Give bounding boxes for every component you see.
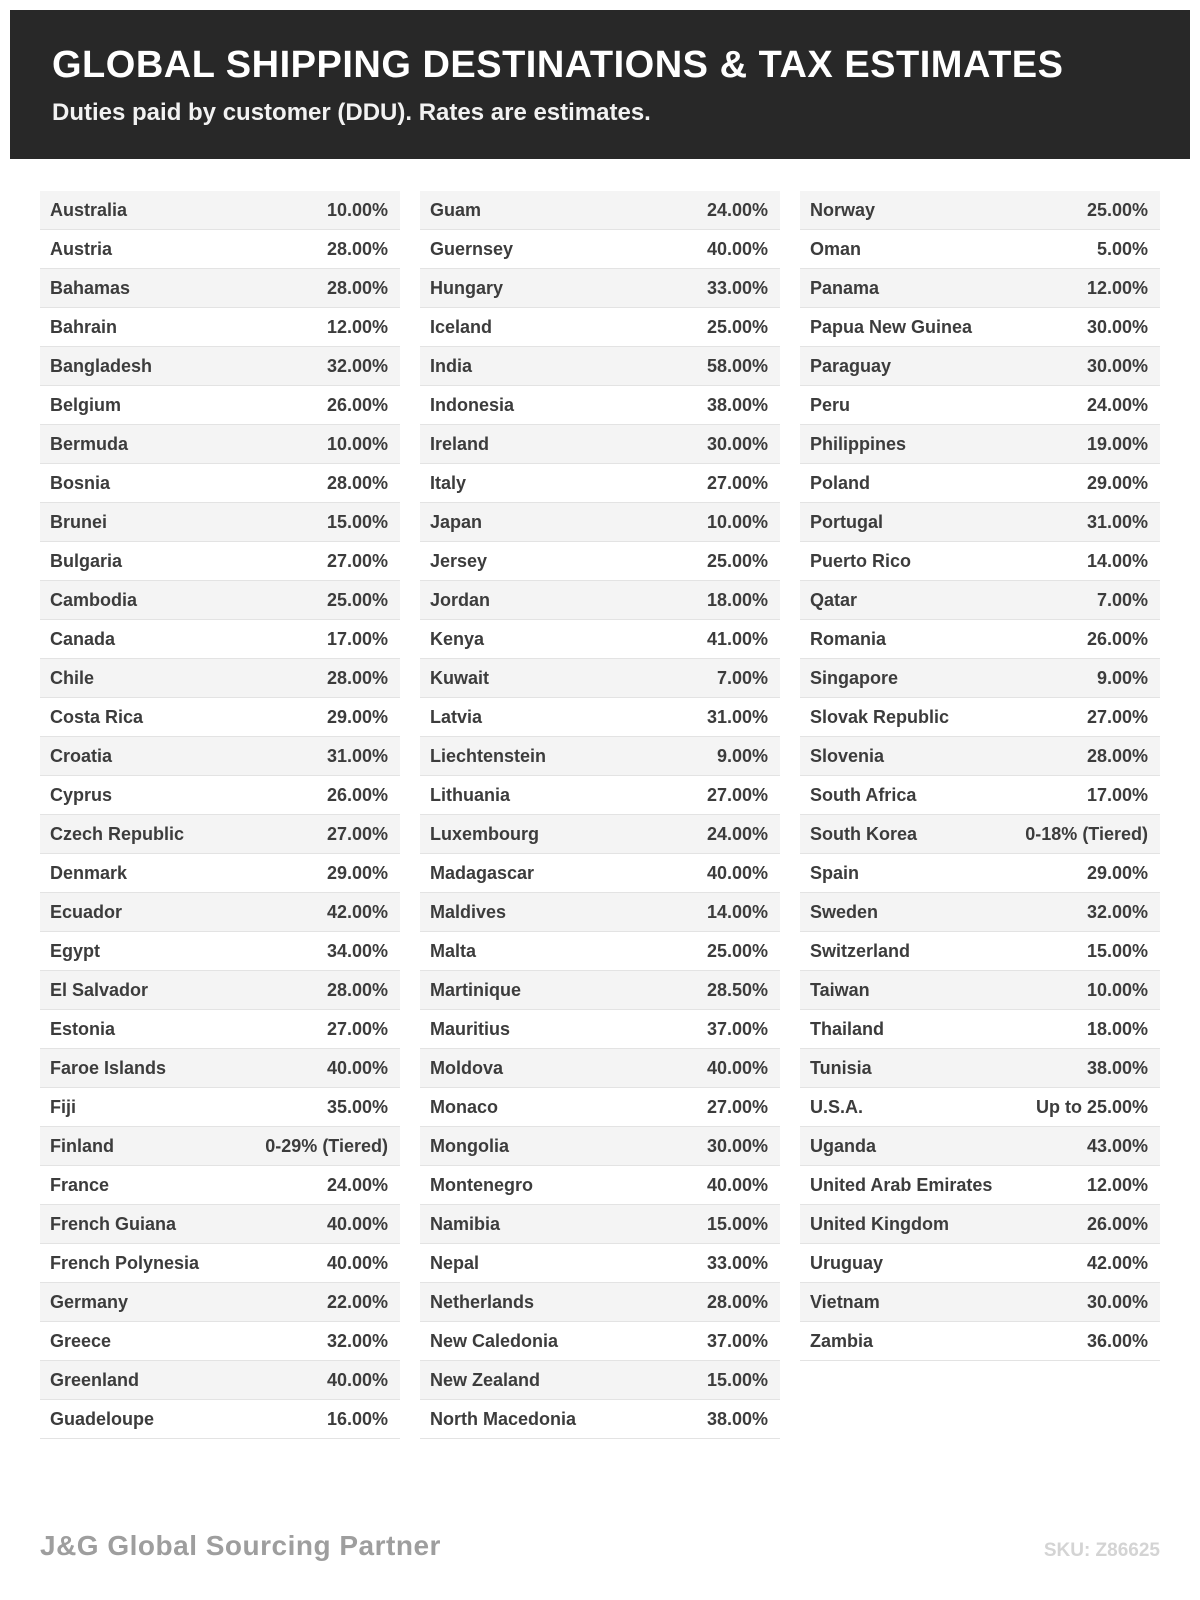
tax-rate: 30.00% — [706, 433, 768, 454]
tax-rate: 40.00% — [706, 1057, 768, 1078]
tax-rate: 14.00% — [1086, 550, 1148, 571]
country-name: Papua New Guinea — [810, 316, 973, 337]
country-name: Oman — [810, 238, 862, 259]
table-row — [40, 737, 400, 776]
tax-rate: 40.00% — [326, 1057, 388, 1078]
country-name: Bahamas — [50, 277, 131, 298]
country-name: Portugal — [810, 511, 884, 532]
rate-column-1 — [40, 191, 400, 1439]
tax-rate: 25.00% — [706, 940, 768, 961]
country-name: Chile — [50, 667, 95, 688]
tax-rate: 36.00% — [1086, 1330, 1148, 1351]
tax-rate: 10.00% — [326, 199, 388, 220]
table-row — [40, 893, 400, 932]
country-name: Moldova — [430, 1057, 504, 1078]
country-name: Liechtenstein — [430, 745, 547, 766]
tax-rate: 30.00% — [706, 1135, 768, 1156]
table-row — [40, 1127, 400, 1166]
sku-label: SKU: Z86625 — [1043, 1540, 1160, 1561]
table-row — [800, 620, 1160, 659]
table-row — [800, 1283, 1160, 1322]
country-name: Mongolia — [430, 1135, 509, 1156]
tax-rate: 32.00% — [326, 355, 388, 376]
table-row — [40, 932, 400, 971]
page-footer — [0, 1530, 1200, 1600]
tax-rate: 24.00% — [1086, 394, 1148, 415]
country-name: Costa Rica — [50, 706, 144, 727]
country-name: Paraguay — [810, 355, 892, 376]
tax-rate: 10.00% — [1086, 979, 1148, 1000]
country-name: Austria — [50, 238, 113, 259]
table-row — [420, 464, 780, 503]
tax-rate: 38.00% — [1086, 1057, 1148, 1078]
table-row — [420, 815, 780, 854]
table-row — [40, 815, 400, 854]
table-row — [800, 230, 1160, 269]
table-row — [420, 1010, 780, 1049]
country-name: French Guiana — [50, 1213, 177, 1234]
table-row — [800, 347, 1160, 386]
country-name: Taiwan — [810, 979, 870, 1000]
country-name: Zambia — [810, 1330, 874, 1351]
tax-rate: 27.00% — [326, 1018, 388, 1039]
table-row — [40, 1400, 400, 1439]
tax-rate: 58.00% — [706, 355, 768, 376]
tax-rate: 41.00% — [706, 628, 768, 649]
tax-rate: 40.00% — [326, 1252, 388, 1273]
tax-rate: 40.00% — [326, 1213, 388, 1234]
table-row — [800, 386, 1160, 425]
table-row — [420, 1088, 780, 1127]
tax-rate: 24.00% — [706, 199, 768, 220]
tax-rate: 34.00% — [326, 940, 388, 961]
country-name: Slovak Republic — [810, 706, 950, 727]
tax-rate: 14.00% — [706, 901, 768, 922]
tax-rate: 30.00% — [1086, 355, 1148, 376]
table-row — [40, 971, 400, 1010]
table-row — [420, 308, 780, 347]
table-row — [800, 269, 1160, 308]
country-name: Lithuania — [430, 784, 510, 805]
tax-rate: 7.00% — [1096, 589, 1148, 610]
table-row — [40, 425, 400, 464]
table-row — [420, 1049, 780, 1088]
rate-column-2 — [420, 191, 780, 1439]
country-name: Switzerland — [810, 940, 911, 961]
table-row — [420, 425, 780, 464]
country-name: Monaco — [430, 1096, 499, 1117]
tax-rate: 37.00% — [706, 1330, 768, 1351]
tax-rate: 26.00% — [1086, 1213, 1148, 1234]
country-name: Greece — [50, 1330, 112, 1351]
country-name: Jersey — [430, 550, 488, 571]
tax-rate: 31.00% — [326, 745, 388, 766]
country-name: Bahrain — [50, 316, 118, 337]
tax-rate: 7.00% — [716, 667, 768, 688]
table-row — [40, 308, 400, 347]
country-name: Canada — [50, 628, 116, 649]
tax-rate: 18.00% — [1086, 1018, 1148, 1039]
country-name: Poland — [810, 472, 871, 493]
table-row — [40, 464, 400, 503]
tax-rate: 15.00% — [706, 1213, 768, 1234]
table-row — [420, 503, 780, 542]
country-name: United Kingdom — [810, 1213, 949, 1234]
table-row — [800, 308, 1160, 347]
tax-rate: 31.00% — [706, 706, 768, 727]
country-name: Cambodia — [50, 589, 138, 610]
tax-rate: 32.00% — [1086, 901, 1148, 922]
country-name: Estonia — [50, 1018, 116, 1039]
tax-rate: 27.00% — [706, 1096, 768, 1117]
table-row — [800, 1010, 1160, 1049]
brand-name: J&G Global Sourcing Partner — [40, 1530, 441, 1561]
tax-rate: 19.00% — [1086, 433, 1148, 454]
tax-rate: 28.00% — [326, 238, 388, 259]
tax-rate: 32.00% — [326, 1330, 388, 1351]
country-name: Croatia — [50, 745, 113, 766]
country-name: Ireland — [430, 433, 490, 454]
country-name: Puerto Rico — [810, 550, 912, 571]
table-row — [420, 269, 780, 308]
tax-rate: Up to 25.00% — [1035, 1096, 1148, 1117]
tax-rate: 38.00% — [706, 394, 768, 415]
table-row — [40, 1322, 400, 1361]
tax-rate: 12.00% — [1086, 1174, 1148, 1195]
country-name: Romania — [810, 628, 887, 649]
tax-rate: 42.00% — [1086, 1252, 1148, 1273]
table-row — [420, 1127, 780, 1166]
country-name: Czech Republic — [50, 823, 185, 844]
country-name: Iceland — [430, 316, 493, 337]
table-row — [800, 737, 1160, 776]
country-name: Nepal — [430, 1252, 480, 1273]
tax-rate: 33.00% — [706, 277, 768, 298]
table-row — [800, 1088, 1160, 1127]
country-name: Greenland — [50, 1369, 140, 1390]
tax-rate: 27.00% — [706, 472, 768, 493]
table-row — [40, 230, 400, 269]
table-row — [40, 191, 400, 230]
country-name: New Caledonia — [430, 1330, 559, 1351]
country-name: Brunei — [50, 511, 108, 532]
table-row — [800, 893, 1160, 932]
table-row — [40, 776, 400, 815]
country-name: South Africa — [810, 784, 917, 805]
tax-rate: 5.00% — [1096, 238, 1148, 259]
tax-rate: 40.00% — [326, 1369, 388, 1390]
country-name: Thailand — [810, 1018, 885, 1039]
country-name: Tunisia — [810, 1057, 872, 1078]
country-name: Philippines — [810, 433, 907, 454]
tax-rate: 28.00% — [1086, 745, 1148, 766]
table-row — [40, 1205, 400, 1244]
table-row — [420, 191, 780, 230]
table-row — [420, 1361, 780, 1400]
tax-rate: 9.00% — [1096, 667, 1148, 688]
table-row — [800, 503, 1160, 542]
table-row — [800, 464, 1160, 503]
table-row — [420, 893, 780, 932]
country-name: Panama — [810, 277, 880, 298]
table-row — [800, 1205, 1160, 1244]
country-name: Uganda — [810, 1135, 877, 1156]
country-name: United Arab Emirates — [810, 1174, 993, 1195]
tax-rate: 29.00% — [1086, 862, 1148, 883]
table-row — [40, 269, 400, 308]
country-name: Maldives — [430, 901, 507, 922]
tax-rate: 16.00% — [326, 1408, 388, 1429]
country-name: Malta — [430, 940, 477, 961]
tax-rate: 27.00% — [1086, 706, 1148, 727]
country-name: Bosnia — [50, 472, 111, 493]
country-name: Montenegro — [430, 1174, 533, 1195]
table-row — [420, 659, 780, 698]
country-name: Bangladesh — [50, 355, 153, 376]
country-name: Indonesia — [430, 394, 515, 415]
tax-rate: 25.00% — [326, 589, 388, 610]
table-row — [420, 932, 780, 971]
tax-rate: 12.00% — [326, 316, 388, 337]
tax-rate: 26.00% — [326, 784, 388, 805]
country-name: Slovenia — [810, 745, 885, 766]
tax-rate: 12.00% — [1086, 277, 1148, 298]
tax-rate: 40.00% — [706, 862, 768, 883]
country-name: Vietnam — [810, 1291, 880, 1312]
country-name: Madagascar — [430, 862, 535, 883]
tax-rate: 28.00% — [326, 667, 388, 688]
country-name: Luxembourg — [430, 823, 540, 844]
table-row — [800, 854, 1160, 893]
table-row — [800, 542, 1160, 581]
table-row — [800, 1049, 1160, 1088]
table-row — [800, 1322, 1160, 1361]
table-row — [40, 503, 400, 542]
tax-rate: 40.00% — [706, 238, 768, 259]
country-name: Ecuador — [50, 901, 123, 922]
country-name: Spain — [810, 862, 860, 883]
tax-rate: 33.00% — [706, 1252, 768, 1273]
country-name: Sweden — [810, 901, 879, 922]
country-name: North Macedonia — [430, 1408, 577, 1429]
country-name: Peru — [810, 394, 851, 415]
table-row — [800, 815, 1160, 854]
table-row — [40, 1244, 400, 1283]
country-name: Finland — [50, 1135, 114, 1156]
table-row — [40, 698, 400, 737]
tax-rate: 28.00% — [326, 979, 388, 1000]
country-name: Guam — [430, 199, 482, 220]
table-row — [40, 1166, 400, 1205]
country-name: Germany — [50, 1291, 129, 1312]
table-row — [420, 1244, 780, 1283]
table-row — [40, 542, 400, 581]
table-row — [420, 542, 780, 581]
tax-rate: 28.00% — [326, 472, 388, 493]
tax-rate: 22.00% — [326, 1291, 388, 1312]
table-row — [800, 581, 1160, 620]
table-row — [40, 1283, 400, 1322]
table-row — [420, 1166, 780, 1205]
country-name: Bermuda — [50, 433, 129, 454]
tax-rate: 15.00% — [1086, 940, 1148, 961]
tax-rate: 18.00% — [706, 589, 768, 610]
tax-rate: 15.00% — [706, 1369, 768, 1390]
tax-rate: 9.00% — [716, 745, 768, 766]
country-name: Norway — [810, 199, 876, 220]
tax-rate: 29.00% — [326, 706, 388, 727]
table-row — [420, 737, 780, 776]
country-name: Guernsey — [430, 238, 514, 259]
table-row — [40, 581, 400, 620]
table-row — [420, 1400, 780, 1439]
tax-rate: 27.00% — [326, 550, 388, 571]
table-row — [420, 776, 780, 815]
tax-rate: 37.00% — [706, 1018, 768, 1039]
tax-rate: 17.00% — [326, 628, 388, 649]
table-row — [800, 1244, 1160, 1283]
tax-rate: 24.00% — [706, 823, 768, 844]
table-row — [40, 1088, 400, 1127]
country-name: U.S.A. — [810, 1096, 864, 1117]
country-name: Australia — [50, 199, 128, 220]
country-name: Netherlands — [430, 1291, 535, 1312]
country-name: Hungary — [430, 277, 504, 298]
country-name: Jordan — [430, 589, 491, 610]
country-name: Cyprus — [50, 784, 113, 805]
country-name: Kenya — [430, 628, 485, 649]
table-row — [40, 620, 400, 659]
table-row — [420, 386, 780, 425]
tax-rate: 10.00% — [706, 511, 768, 532]
country-name: Uruguay — [810, 1252, 884, 1273]
country-name: Italy — [430, 472, 467, 493]
table-row — [420, 971, 780, 1010]
tax-rate: 17.00% — [1086, 784, 1148, 805]
table-row — [420, 230, 780, 269]
tax-rate: 25.00% — [706, 550, 768, 571]
tax-rate: 42.00% — [326, 901, 388, 922]
tax-rate: 29.00% — [1086, 472, 1148, 493]
tax-rate: 25.00% — [1086, 199, 1148, 220]
page-title: GLOBAL SHIPPING DESTINATIONS & TAX ESTIMATES — [52, 44, 1064, 86]
tax-rate: 35.00% — [326, 1096, 388, 1117]
table-row — [800, 191, 1160, 230]
tax-rate: 24.00% — [326, 1174, 388, 1195]
table-row — [40, 854, 400, 893]
tax-rate: 27.00% — [706, 784, 768, 805]
table-row — [420, 1205, 780, 1244]
country-name: Singapore — [810, 667, 899, 688]
country-name: Qatar — [810, 589, 858, 610]
tax-rate: 40.00% — [706, 1174, 768, 1195]
tax-rate: 26.00% — [326, 394, 388, 415]
tax-rate: 38.00% — [706, 1408, 768, 1429]
country-name: France — [50, 1174, 110, 1195]
country-name: Faroe Islands — [50, 1057, 167, 1078]
table-row — [420, 620, 780, 659]
country-name: Fiji — [50, 1096, 76, 1117]
table-row — [800, 1166, 1160, 1205]
tax-rate: 0-29% (Tiered) — [265, 1135, 388, 1156]
table-row — [40, 1010, 400, 1049]
country-name: Mauritius — [430, 1018, 511, 1039]
table-row — [40, 347, 400, 386]
tax-rate: 26.00% — [1086, 628, 1148, 649]
tax-rate: 15.00% — [326, 511, 388, 532]
country-name: Belgium — [50, 394, 122, 415]
country-name: Martinique — [430, 979, 522, 1000]
country-name: Kuwait — [430, 667, 490, 688]
tax-rate: 29.00% — [326, 862, 388, 883]
country-name: South Korea — [810, 823, 918, 844]
table-row — [800, 425, 1160, 464]
table-row — [40, 1049, 400, 1088]
country-name: Bulgaria — [50, 550, 123, 571]
rate-column-3 — [800, 191, 1160, 1439]
page-subtitle: Duties paid by customer (DDU). Rates are estimates. — [52, 99, 651, 126]
table-row — [800, 776, 1160, 815]
tax-rate: 31.00% — [1086, 511, 1148, 532]
table-row — [800, 1127, 1160, 1166]
table-row — [420, 347, 780, 386]
table-row — [800, 659, 1160, 698]
table-row — [420, 581, 780, 620]
tax-rate: 28.00% — [706, 1291, 768, 1312]
tax-rate: 30.00% — [1086, 1291, 1148, 1312]
table-row — [40, 1361, 400, 1400]
table-row — [420, 1283, 780, 1322]
country-name: Egypt — [50, 940, 101, 961]
tax-rate: 10.00% — [326, 433, 388, 454]
country-name: French Polynesia — [50, 1252, 200, 1273]
table-row — [40, 386, 400, 425]
table-row — [40, 659, 400, 698]
table-row — [420, 698, 780, 737]
table-row — [420, 1322, 780, 1361]
page-header — [10, 10, 1190, 159]
country-name: Namibia — [430, 1213, 501, 1234]
tax-rate: 43.00% — [1086, 1135, 1148, 1156]
table-row — [800, 932, 1160, 971]
country-name: Japan — [430, 511, 483, 532]
tax-rate: 25.00% — [706, 316, 768, 337]
country-name: Guadeloupe — [50, 1408, 155, 1429]
tax-rate: 0-18% (Tiered) — [1025, 823, 1148, 844]
table-row — [800, 971, 1160, 1010]
tax-rate: 28.50% — [706, 979, 768, 1000]
country-name: El Salvador — [50, 979, 149, 1000]
tax-rate: 30.00% — [1086, 316, 1148, 337]
table-row — [420, 854, 780, 893]
country-name: India — [430, 355, 473, 376]
tax-rate: 27.00% — [326, 823, 388, 844]
tax-rate: 28.00% — [326, 277, 388, 298]
country-name: Latvia — [430, 706, 483, 727]
table-row — [800, 698, 1160, 737]
country-name: New Zealand — [430, 1369, 541, 1390]
tax-rate-table — [0, 159, 1200, 1439]
country-name: Denmark — [50, 862, 128, 883]
